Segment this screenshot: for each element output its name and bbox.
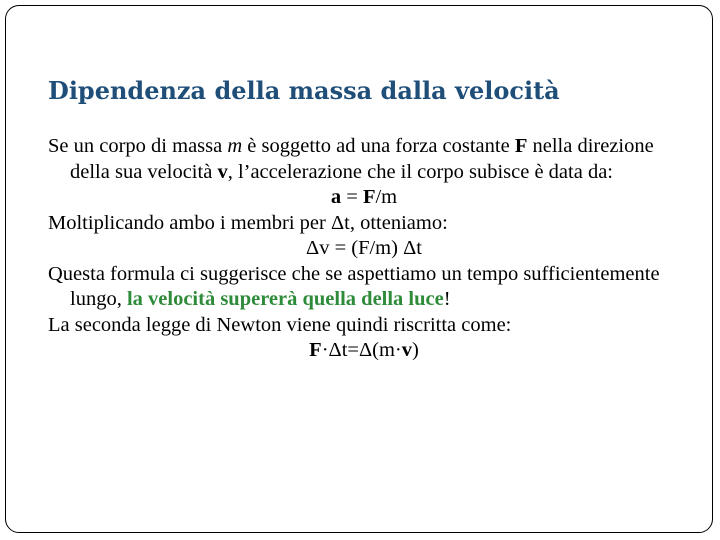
text: è soggetto ad una forza costante <box>242 135 515 157</box>
text: ! <box>443 288 451 310</box>
text: Questa formula ci suggerisce che se aspettiamo un tempo sufficientemente lungo, <box>48 262 660 310</box>
equals-sign: = <box>341 186 363 208</box>
formula-middle: ·Δt=Δ(m· <box>321 339 402 361</box>
paragraph-force <box>48 134 680 185</box>
slide-body <box>48 134 680 364</box>
force-symbol: F <box>514 135 528 157</box>
formula-rest: /m <box>375 186 398 208</box>
text: nella direzione della sua velocità <box>70 135 654 183</box>
acceleration-symbol: a <box>330 186 342 208</box>
slide <box>5 5 713 533</box>
slide-title: Dipendenza della massa dalla velocità <box>48 76 560 105</box>
paragraph-multiply: Moltiplicando ambo i membri per Δt, otteniamo: <box>48 211 448 234</box>
text: Se un corpo di massa <box>48 135 228 157</box>
highlight-text: la velocità supererà quella della luce <box>126 288 444 310</box>
velocity-symbol: v <box>401 339 412 361</box>
formula-acceleration <box>48 185 680 211</box>
force-symbol: F <box>309 339 322 361</box>
formula-end: ) <box>412 339 419 361</box>
force-symbol: F <box>362 186 376 208</box>
paragraph-suggestion <box>48 262 680 313</box>
paragraph-newton: La seconda legge di Newton viene quindi riscritta come: <box>48 313 512 336</box>
mass-symbol: m <box>227 135 243 157</box>
formula-newton <box>48 338 680 364</box>
velocity-symbol: v <box>217 160 228 183</box>
text: , l’accelerazione che il corpo subisce è data da: <box>227 160 613 183</box>
formula-delta-v: Δv = (F/m) Δt <box>306 237 422 259</box>
